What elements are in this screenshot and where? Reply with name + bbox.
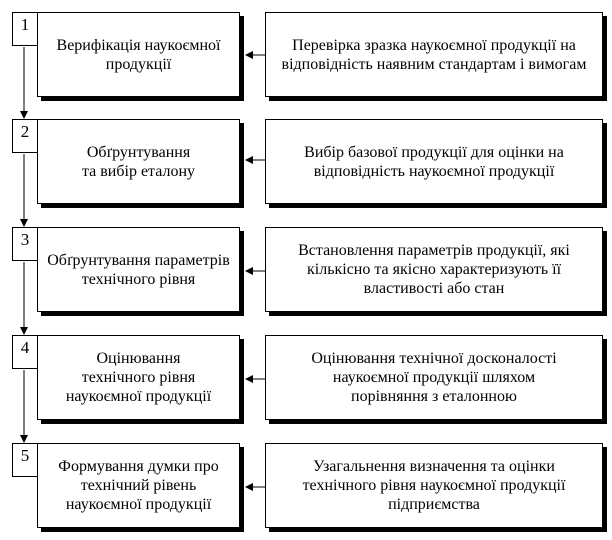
step-title-2: Обґрунтування та вибір еталону <box>81 143 196 180</box>
step-title-4: Оцінювання технічного рівня наукоємної продукції <box>65 350 212 405</box>
description-text-4: Оцінювання технічної досконалості наукоємної продукції шляхом порівняння з еталонною <box>311 350 557 405</box>
description-box-4 <box>265 335 603 420</box>
description-box-1 <box>265 12 603 97</box>
description-box-5 <box>265 443 603 528</box>
step-number-4: 4 <box>12 335 38 369</box>
step-number-3: 3 <box>12 227 38 261</box>
description-text-3: Встановлення параметрів продукції, які кількісно та якісно характеризують її властивості або стан <box>298 242 570 297</box>
description-box-2 <box>265 119 603 204</box>
step-box-5 <box>37 443 240 528</box>
description-text-1: Перевірка зразка наукоємної продукції на відповідність наявним стандартам і вимогам <box>281 36 587 73</box>
step-box-2 <box>37 119 240 204</box>
step-box-3 <box>37 227 240 312</box>
step-box-4 <box>37 335 240 420</box>
step-number-5: 5 <box>12 443 38 477</box>
step-title-3: Обґрунтування параметрів технічного рівня <box>47 251 230 288</box>
step-number-2: 2 <box>12 119 38 153</box>
description-text-2: Вибір базової продукції для оцінки на відповідність наукоємної продукції <box>304 143 564 180</box>
description-text-5: Узагальнення визначення та оцінки технічного рівня наукоємної продукції підприємства <box>302 458 566 513</box>
step-title-5: Формування думки про технічний рівень наукоємної продукції <box>58 458 219 513</box>
step-box-1 <box>37 12 240 97</box>
step-number-1: 1 <box>12 12 38 46</box>
step-title-1: Верифікація наукоємної продукції <box>56 36 221 73</box>
description-box-3 <box>265 227 603 312</box>
